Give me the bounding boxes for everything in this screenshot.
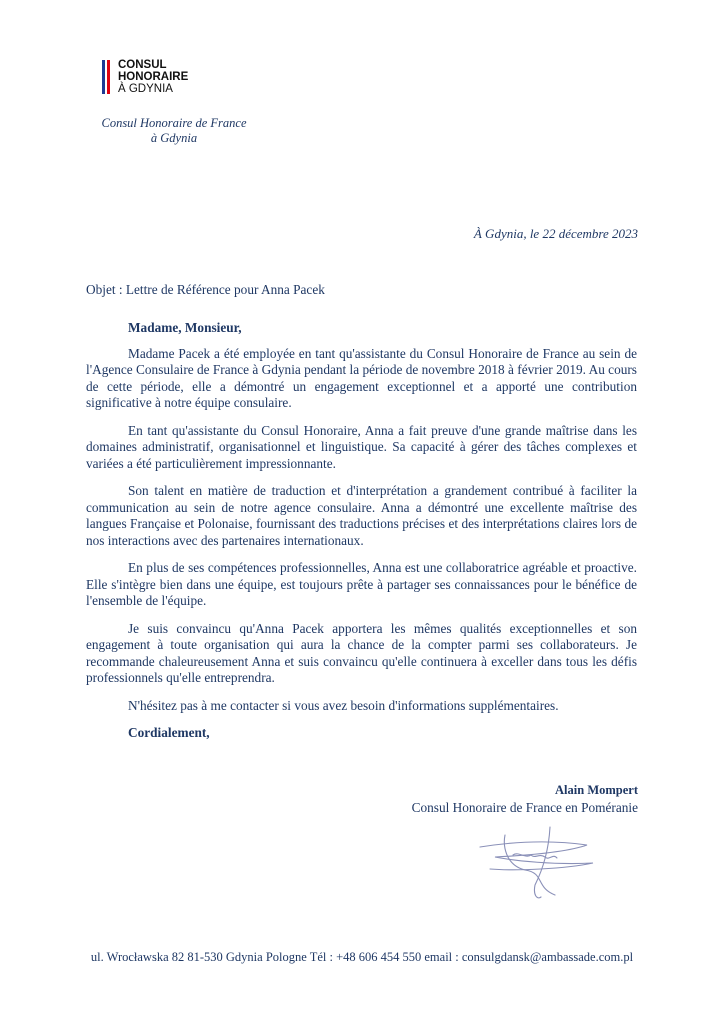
sender-block	[86, 116, 262, 146]
logo-blue-bar	[102, 60, 105, 94]
signer-title: Consul Honoraire de France en Poméranie	[411, 800, 638, 815]
closing: Cordialement,	[128, 725, 210, 740]
logo-line-2: HONORAIRE	[118, 71, 189, 83]
paragraph-3: Son talent en matière de traduction et d'interprétation a grandement contribué à faciliter la communication au sein de notre agence consulaire. Anna a démontré une excellente maîtrise des langues Française et Polonaise, fournissant des traductions précises et des interprétations claires lors de nos interactions avec des partenaires internationaux.	[86, 483, 637, 548]
logo-line-1: CONSUL	[118, 59, 167, 71]
letter-body	[86, 320, 637, 742]
paragraph-1: Madame Pacek a été employée en tant qu'assistante du Consul Honoraire de France au sein de l'Agence Consulaire de France à Gdynia pendant la période de novembre 2018 à février 2019. Au cours de cette période, elle a démontré un engagement exceptionnel et a apporté une contribution significative à notre équipe consulaire.	[86, 345, 637, 410]
logo-text	[118, 59, 188, 95]
letter-date: À Gdynia, le 22 décembre 2023	[473, 226, 638, 241]
greeting: Madame, Monsieur,	[128, 320, 242, 335]
logo-red-bar	[107, 60, 110, 94]
signer-name: Alain Mompert	[555, 783, 638, 797]
letter-subject: Objet : Lettre de Référence pour Anna Pacek	[86, 282, 325, 297]
logo-line-3: À GDYNIA	[118, 83, 173, 95]
sender-line-1: Consul Honoraire de France	[101, 116, 247, 130]
paragraph-4: En plus de ses compétences professionnelles, Anna est une collaboratrice agréable et proactive. Elle s'intègre bien dans une équipe, est toujours prête à partager ses connaissances pour le bénéfice de l'ensemble de l'équipe.	[86, 560, 637, 608]
sender-line-2: à Gdynia	[150, 131, 198, 145]
footer-address: ul. Wrocławska 82 81-530 Gdynia Pologne Tél : +48 606 454 550 email : consulgdansk@ambassade.com.pl	[90, 950, 634, 964]
paragraph-5: Je suis convaincu qu'Anna Pacek apportera les mêmes qualités exceptionnelles et son engagement à toute organisation qui aura la chance de la compter parmi ses collaborateurs. Je recommande chaleureusement Anna et suis convaincu qu'elle continuera à exceller dans tous les défis professionnels qu'elle entreprendra.	[86, 620, 637, 685]
contact-line: N'hésitez pas à me contacter si vous avez besoin d'informations supplémentaires.	[128, 697, 559, 713]
paragraph-2: En tant qu'assistante du Consul Honoraire, Anna a fait preuve d'une grande maîtrise dans les domaines administratif, organisationnel et linguistique. Sa capacité à gérer des tâches complexes et variées a été particulièrement impressionnante.	[86, 422, 637, 471]
signature-icon	[475, 825, 595, 905]
signer-block	[412, 782, 638, 816]
